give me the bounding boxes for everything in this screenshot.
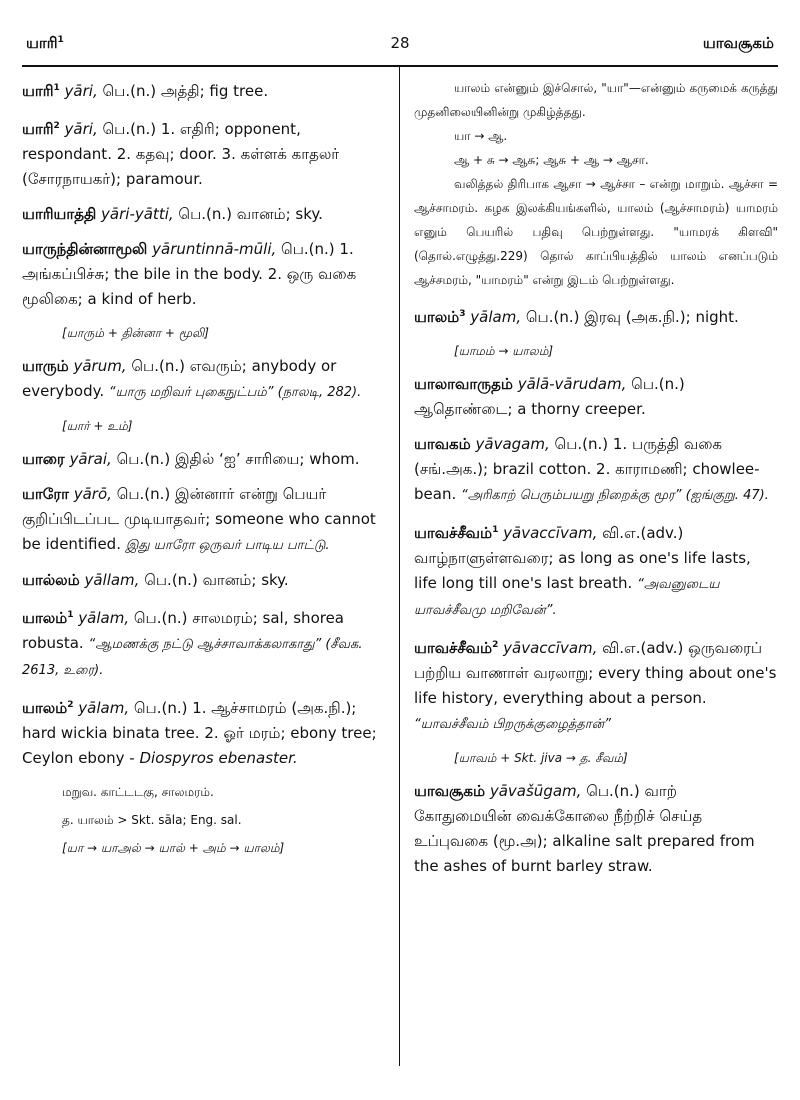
transliteration: yālam, (78, 609, 130, 627)
column-divider (399, 66, 400, 1066)
dictionary-entry (22, 693, 386, 771)
dictionary-entry (22, 447, 386, 472)
citation-quote: இது யாரோ ஒருவர் பாடிய பாட்டு. (125, 538, 330, 553)
headword: யாவச்சீவம்$^2$ (414, 639, 499, 657)
commentary-paragraph: யாலம் என்னும் இச்சொல், "யா"—என்னும் கருமைக் கருத்து முதனிலையினின்று முகிழ்த்தது. (414, 81, 778, 119)
headword: யாரோ (22, 485, 69, 503)
headword: யாரும் (22, 357, 69, 375)
commentary-line: யா → ஆ. (454, 129, 508, 143)
headword: யாலம்$^2$ (22, 699, 74, 717)
transliteration: yāllam, (84, 571, 140, 589)
dictionary-entry (22, 354, 386, 405)
header-right-guideword: யாவசூகம் (702, 34, 774, 52)
page-header (0, 0, 800, 72)
definition: பெ.(n.) எவரும்; anybody or everybody. (22, 357, 337, 400)
definition: பெ.(n.) 1. அங்கப்பிச்சு; the bile in the body. 2. ஒரு வகை மூலிகை; a kind of herb. (22, 240, 357, 308)
dictionary-entry (22, 114, 386, 192)
dictionary-entry (414, 372, 778, 422)
definition: பெ.(n.) வானம்; sky. (178, 205, 323, 223)
dictionary-entry (22, 202, 386, 227)
citation-quote: “யாரு மறிவர் புகைநுட்பம்” (நாலடி, 282). (108, 385, 362, 400)
transliteration: yāri, (64, 120, 98, 138)
cognate-note: த. யாலம் > Skt. sāla; Eng. sal. (62, 813, 242, 827)
headword: யாரி$^2$ (22, 120, 60, 138)
etymology-note: [யாரும் + தின்னா + மூலி] (62, 326, 209, 340)
headword: யாவசூகம் (414, 782, 486, 800)
dictionary-entry (414, 633, 778, 737)
dictionary-entry (22, 237, 386, 312)
headword: யாருந்தின்னாமூலி (22, 240, 148, 258)
left-column (22, 76, 386, 869)
dictionary-entry (414, 779, 778, 879)
header-left-guideword: யாரி$^1$ (26, 34, 64, 52)
dictionary-entry (414, 432, 778, 508)
dictionary-entry (22, 482, 386, 558)
transliteration: yālam, (470, 308, 522, 326)
definition: பெ.(n.) 1. எதிரி; opponent, respondant. 2. கதவு; door. 3. கள்ளக் காதலர் (சோரநாயகர்); paramour. (22, 120, 340, 188)
headword: யாரை (22, 450, 65, 468)
transliteration: yārai, (69, 450, 112, 468)
transliteration: yāvaccīvam, (503, 524, 598, 542)
headword: யாவச்சீவம்$^1$ (414, 524, 499, 542)
transliteration: yālam, (78, 699, 130, 717)
transliteration: yāri-yātti, (101, 205, 174, 223)
commentary-block (414, 76, 778, 292)
definition: பெ.(n.) வாற் கோதுமையின் வைக்கோலை நீற்றிச் செய்த உப்புவகை (மூ.அ); alkaline salt prepared from the ashes of burnt barley straw. (414, 782, 755, 875)
transliteration: yāruntinnā-mūli, (152, 240, 277, 258)
dictionary-entry (22, 568, 386, 593)
definition: பெ.(n.) இன்னார் என்று பெயர் குறிப்பிடப்பட முடியாதவர்; someone who cannot be identified. (22, 485, 376, 553)
definition: பெ.(n.) இதில் ‘ஐ’ சாரியை; whom. (116, 450, 360, 468)
definition: பெ.(n.) 1. பருத்தி வகை (சங்.அக.); brazil cotton. 2. காராமணி; chowlee-bean. (414, 435, 760, 503)
definition: பெ.(n.) சாலமரம்; sal, shorea robusta. (22, 609, 344, 652)
transliteration: yāvašūgam, (489, 782, 582, 800)
citation-quote: “ஆமணக்கு நட்டு ஆச்சாவாக்கலாகாது” (சீவக. 2613, உரை). (22, 637, 363, 678)
dictionary-entry (414, 302, 778, 330)
citation-quote: “அவனுடைய யாவச்சீவமு மறிவேன்”. (414, 577, 720, 618)
scientific-name: Diospyros ebenaster. (139, 749, 298, 767)
definition: வி.எ.(adv.) ஒருவரைப் பற்றிய வாணாள் வரலாறு; every thing about one's life history, everything about a person. (414, 639, 777, 707)
definition: பெ.(n.) வானம்; sky. (144, 571, 289, 589)
page-number: 28 (390, 34, 410, 52)
commentary-paragraph: வலித்தல் திரிபாக ஆசா → ஆச்சா – என்று மாறும். ஆச்சா = ஆச்சாமரம். கழக இலக்கியங்களில், யாலம் (ஆச்சாமரம்) யாமரம் எனும் பெயரில் பதிவு பெற்றுள்ளது. "யாமரக் கிளவி" (தொல்.எழுத்து.229) தொல் காப்பியத்தில் யாலம் எனப்படும் ஆச்சமரம், "யாமரம்" என்று இடம் பெற்றுள்ளது. (414, 177, 778, 287)
headword: யாலம்$^1$ (22, 609, 74, 627)
citation-quote: “அரிகாற் பெரும்பயறு நிறைக்கு மூர” (ஐங்குறு. 47). (461, 488, 769, 503)
definition: பெ.(n.) இரவு (அக.நி.); night. (525, 308, 739, 326)
definition: வி.எ.(adv.) வாழ்நாளுள்ளவரை; as long as one's life lasts, life long till one's last breath. (414, 524, 751, 592)
dictionary-entry (414, 518, 778, 623)
etymology-note: [யா → யாஅல் → யால் + அம் → யாலம்] (62, 841, 285, 855)
headword: யாவகம் (414, 435, 471, 453)
right-column (414, 76, 778, 889)
definition: பெ.(n.) ஆதொண்டை; a thorny creeper. (414, 375, 685, 418)
dictionary-entry (22, 603, 386, 683)
etymology-note: [யாவம் + Skt. jiva → த. சீவம்] (454, 751, 628, 765)
etymology-note: [யாமம் → யாலம்] (454, 344, 554, 358)
transliteration: yārum, (73, 357, 127, 375)
etymology-note: [யார் + உம்] (62, 419, 133, 433)
headword: யாலாவாருதம் (414, 375, 513, 393)
headword: யால்லம் (22, 571, 80, 589)
definition: பெ.(n.) 1. ஆச்சாமரம் (அக.நி.); hard wickia binata tree. 2. ஓர் மரம்; ebony tree; Ceylon ebony - (22, 699, 377, 767)
definition: பெ.(n.) அத்தி; fig tree. (102, 82, 269, 100)
transliteration: yārō, (73, 485, 112, 503)
transliteration: yāvagam, (475, 435, 550, 453)
transliteration: yālā-vārudam, (517, 375, 627, 393)
transliteration: yāvaccīvam, (503, 639, 598, 657)
headword: யாரியாத்தி (22, 205, 97, 223)
commentary-line: ஆ + சு → ஆசு; ஆசு + ஆ → ஆசா. (454, 153, 649, 167)
headword: யாரி$^1$ (22, 82, 60, 100)
dictionary-entry (22, 76, 386, 104)
header-rule (22, 65, 778, 67)
transliteration: yāri, (64, 82, 98, 100)
headword: யாலம்$^3$ (414, 308, 466, 326)
synonym-note: மறுவ. காட்டடகு, சாலமரம். (62, 785, 214, 799)
citation-quote: “யாவச்சீவம் பிறருக்குழைத்தான்” (414, 717, 611, 732)
